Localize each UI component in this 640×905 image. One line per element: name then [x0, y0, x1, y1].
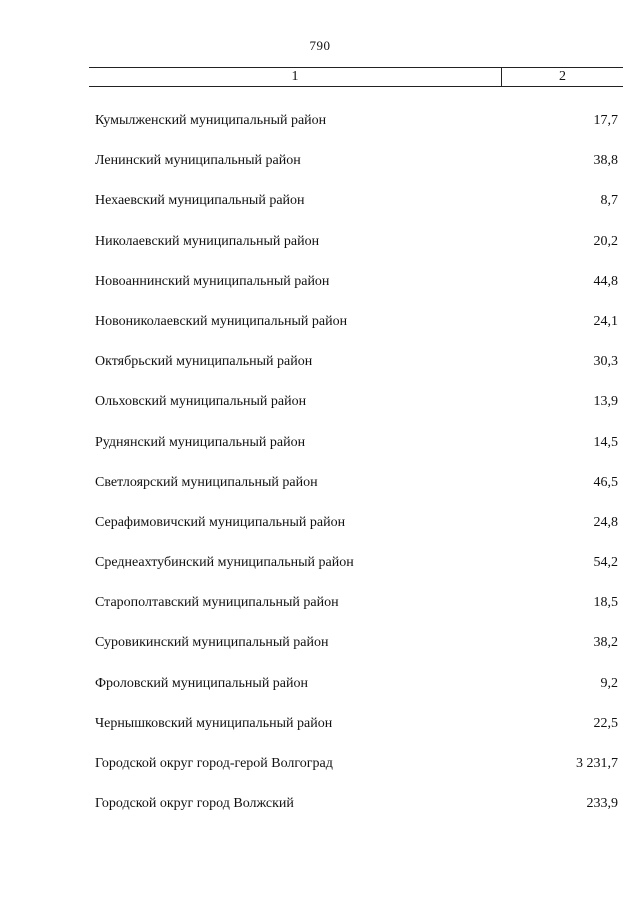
district-value: 14,5	[593, 434, 618, 450]
table-row	[0, 384, 640, 424]
district-name: Ольховский муниципальный район	[95, 394, 307, 410]
district-value: 17,7	[593, 113, 618, 128]
table-row	[0, 746, 640, 786]
district-name: Октябрьский муниципальный район	[95, 354, 313, 370]
district-name: Серафимовичский муниципальный район	[95, 514, 346, 530]
district-value: 8,7	[600, 193, 618, 209]
district-name: Кумылженский муниципальный район	[95, 113, 327, 128]
district-value: 3 231,7	[576, 756, 618, 771]
table-row	[0, 545, 640, 585]
district-value: 9,2	[600, 675, 618, 691]
district-name: Среднеахтубинский муниципальный район	[95, 555, 354, 571]
district-value: 13,9	[593, 394, 618, 410]
column-header-2: 2	[559, 69, 566, 84]
district-value: 46,5	[593, 474, 618, 490]
table-row	[0, 465, 640, 505]
table-row	[0, 706, 640, 746]
district-name: Старополтавский муниципальный район	[95, 595, 339, 611]
table-row	[0, 183, 640, 223]
district-value: 54,2	[593, 555, 618, 571]
district-name: Руднянский муниципальный район	[95, 434, 306, 450]
page-number: 790	[309, 38, 331, 53]
table-row	[0, 264, 640, 304]
column-header-1: 1	[89, 68, 502, 86]
table-row	[0, 625, 640, 665]
district-value: 30,3	[593, 354, 618, 370]
district-value: 24,1	[593, 313, 618, 329]
table-row	[0, 103, 640, 143]
district-value: 44,8	[593, 273, 618, 289]
table-row	[0, 505, 640, 545]
table-row	[0, 344, 640, 384]
table-body	[0, 103, 640, 826]
district-value: 18,5	[593, 595, 618, 611]
district-name: Николаевский муниципальный район	[95, 233, 320, 249]
table-row	[0, 585, 640, 625]
district-name: Ленинский муниципальный район	[95, 153, 301, 169]
district-name: Новониколаевский муниципальный район	[95, 313, 348, 329]
district-name: Нехаевский муниципальный район	[95, 193, 305, 209]
district-name: Новоаннинский муниципальный район	[95, 273, 330, 289]
district-value: 20,2	[593, 233, 618, 249]
table-row	[0, 666, 640, 706]
table-row	[0, 143, 640, 183]
table-row	[0, 224, 640, 264]
district-name: Фроловский муниципальный район	[95, 675, 309, 691]
district-name: Чернышковский муниципальный район	[95, 715, 333, 731]
district-value: 38,8	[593, 153, 618, 169]
table-header	[89, 67, 623, 87]
district-name: Суровикинский муниципальный район	[95, 635, 329, 651]
table-row	[0, 786, 640, 826]
district-name: Городской округ город-герой Волгоград	[95, 756, 333, 771]
district-name: Городской округ город Волжский	[95, 796, 294, 812]
table-row	[0, 304, 640, 344]
district-value: 233,9	[586, 796, 618, 812]
table-row	[0, 425, 640, 465]
district-value: 22,5	[593, 715, 618, 731]
district-value: 24,8	[593, 514, 618, 530]
district-name: Светлоярский муниципальный район	[95, 474, 318, 490]
district-value: 38,2	[593, 635, 618, 651]
